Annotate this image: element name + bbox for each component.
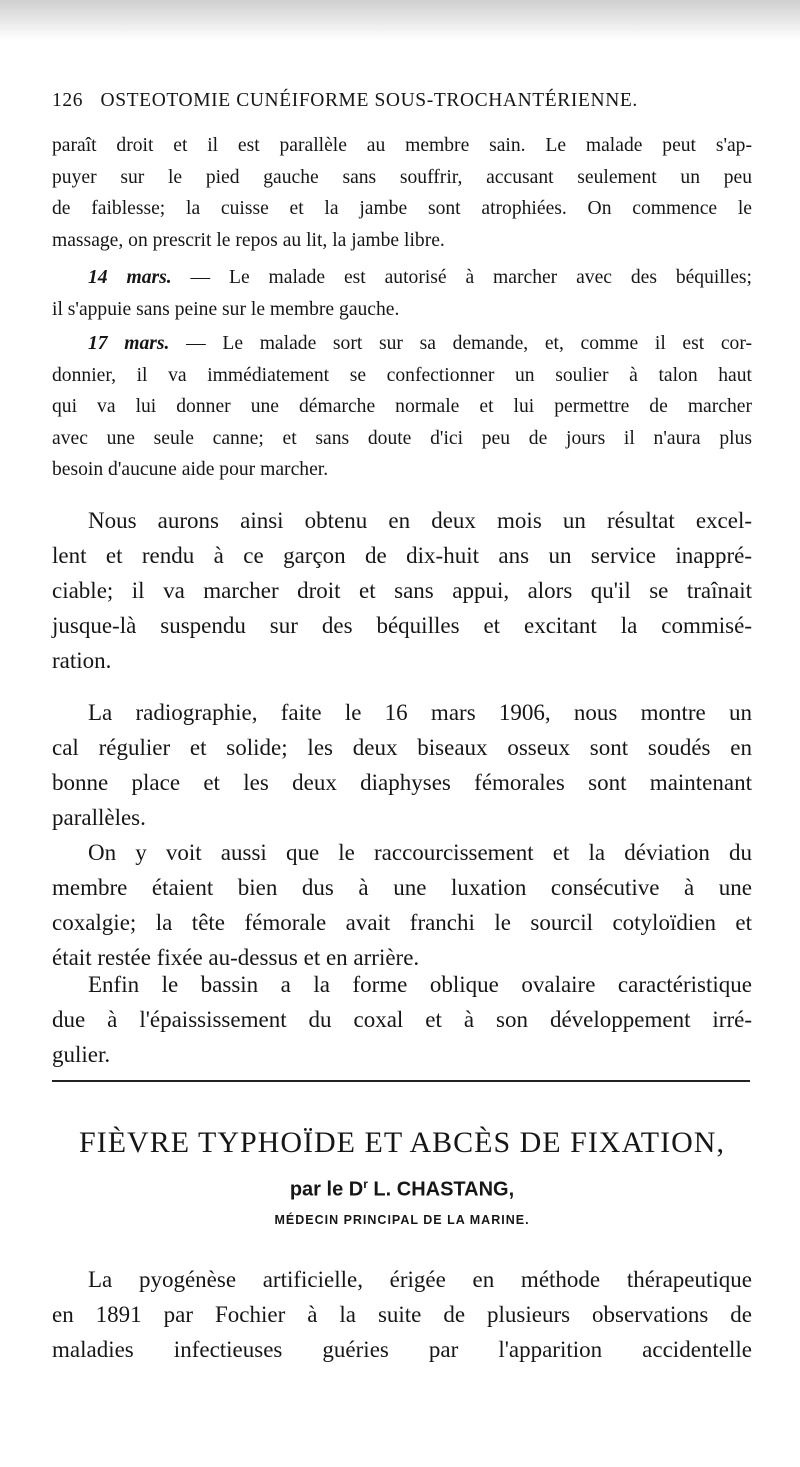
page-edge-shadow [0, 0, 800, 40]
entry-date: 17 mars. [88, 333, 170, 354]
text-span: — Le malade sort sur sa demande, et, comme il est cor- [169, 333, 753, 354]
article-title: FIÈVRE TYPHOÏDE ET ABCÈS DE FIXATION, [79, 1126, 725, 1159]
text-line: besoin d'aucune aide pour marcher. [52, 459, 329, 481]
text-line: avec une seule canne; et sans doute d'ici peu de jours il n'aura plus [52, 427, 752, 449]
text-line: en 1891 par Fochier à la suite de plusieurs observations de [52, 1302, 752, 1327]
text-line: maladies infectieuses guéries par l'apparition accidentelle [52, 1337, 752, 1362]
text-line: Nous aurons ainsi obtenu en deux mois un résultat excel- [88, 508, 752, 533]
paragraph-1 [52, 130, 752, 256]
text-line: La pyogénèse artificielle, érigée en méthode thérapeutique [88, 1267, 752, 1292]
text-line: bonne place et les deux diaphyses fémorales sont maintenant [52, 770, 752, 795]
author-prefix: par le D [289, 1178, 364, 1201]
text-line: jusque-là suspendu sur des béquilles et excitant la commisé- [52, 613, 752, 638]
text-line: ration. [52, 648, 112, 673]
author-name: L. CHASTANG, [367, 1178, 515, 1201]
text-line: donnier, il va immédiatement se confectionner un soulier à talon haut [52, 364, 752, 386]
article-author [52, 1177, 752, 1202]
text-line: était restée fixée au-dessus et en arrière. [52, 945, 420, 970]
text-line: coxalgie; la tête fémorale avait franchi le sourcil cotyloïdien et [52, 910, 752, 935]
text-line: Enfin le bassin a la forme oblique ovalaire caractéristique [88, 972, 752, 997]
text-line [52, 328, 752, 360]
text-line: paraît droit et il est parallèle au membre sain. Le malade peut s'ap- [52, 135, 752, 156]
paragraph-7 [52, 967, 752, 1072]
section-divider [52, 1080, 750, 1082]
entry-date: 14 mars. [88, 267, 172, 288]
paragraph-4 [52, 503, 752, 678]
text-span: — Le malade est autorisé à marcher avec des béquilles; [171, 267, 752, 288]
paragraph-5 [52, 695, 752, 835]
text-line: il s'appuie sans peine sur le membre gauche. [52, 298, 400, 320]
page-number: 126 [52, 90, 84, 111]
paragraph-2 [52, 262, 752, 325]
running-title: OSTEOTOMIE CUNÉIFORME SOUS-TROCHANTÉRIENNE. [100, 90, 638, 111]
text-line: On y voit aussi que le raccourcissement et la déviation du [88, 840, 752, 865]
text-line: membre étaient bien dus à une luxation consécutive à une [52, 875, 752, 900]
text-line: puyer sur le pied gauche sans souffrir, accusant seulement un peu [52, 166, 752, 188]
text-line: lent et rendu à ce garçon de dix-huit ans un service inappré- [52, 543, 752, 568]
paragraph-6 [52, 835, 752, 975]
author-role: MÉDECIN PRINCIPAL DE LA MARINE. [274, 1213, 530, 1227]
paragraph-8 [52, 1262, 752, 1367]
author-title-superscript: r [363, 1177, 368, 1191]
text-line: due à l'épaississement du coxal et à son développement irré- [52, 1007, 752, 1032]
text-line: gulier. [52, 1042, 111, 1067]
text-line: qui va lui donner une démarche normale et lui permettre de marcher [52, 396, 752, 418]
paragraph-3 [52, 328, 752, 486]
text-line: La radiographie, faite le 16 mars 1906, nous montre un [88, 700, 752, 725]
text-line: cal régulier et solide; les deux biseaux osseux sont soudés en [52, 735, 752, 760]
text-line [52, 262, 752, 294]
text-line: ciable; il va marcher droit et sans appui, alors qu'il se traînait [52, 578, 752, 603]
text-line: massage, on prescrit le repos au lit, la jambe libre. [52, 229, 445, 251]
running-header [52, 90, 712, 112]
text-line: de faiblesse; la cuisse et la jambe sont atrophiées. On commence le [52, 198, 752, 220]
text-line: parallèles. [52, 805, 146, 830]
